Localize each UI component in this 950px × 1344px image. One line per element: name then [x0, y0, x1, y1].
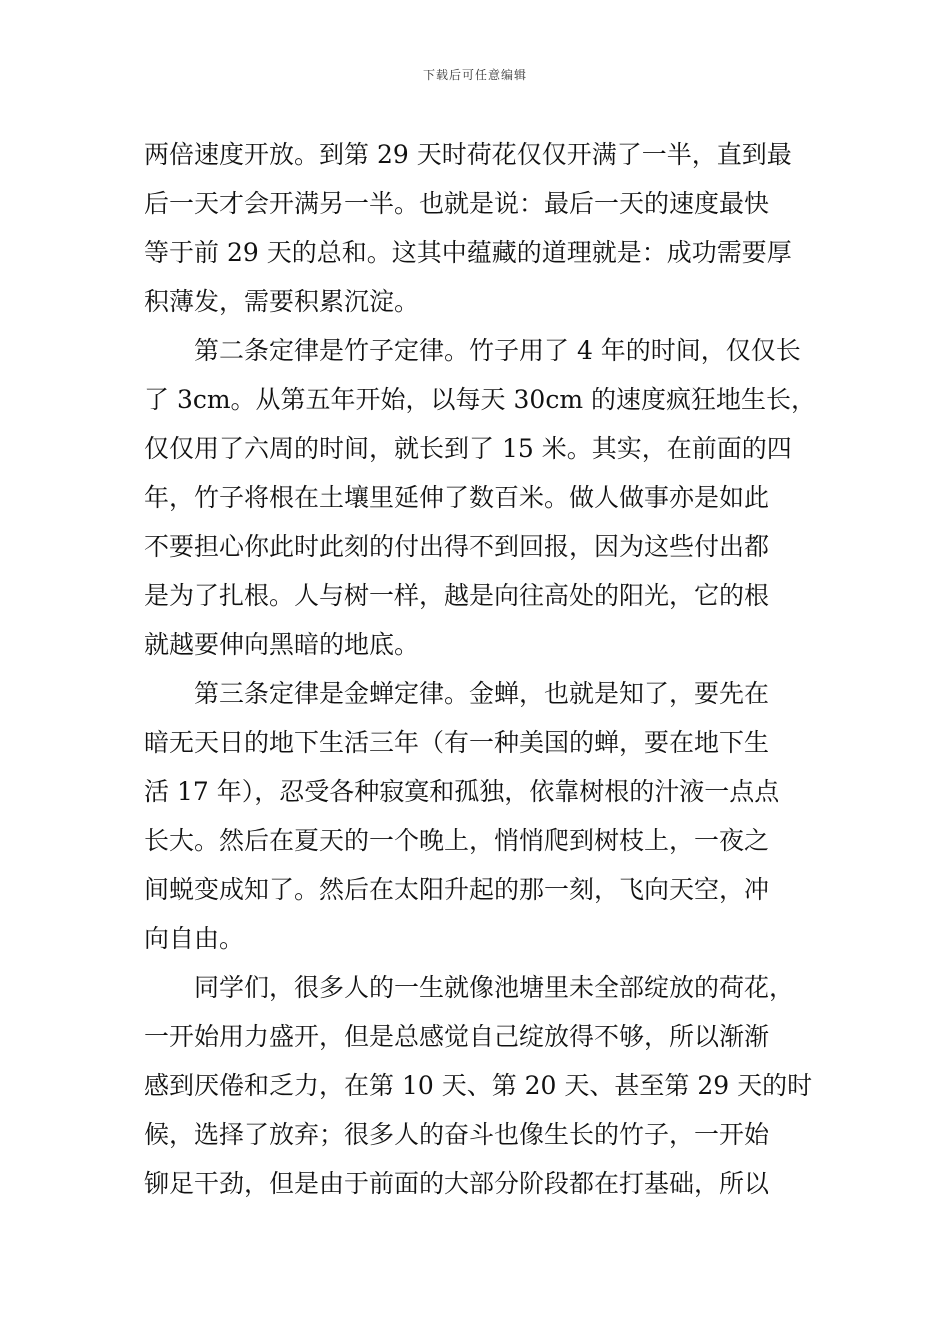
document-body [144, 130, 816, 1208]
text-line: 两倍速度开放。到第 29 天时荷花仅仅开满了一半，直到最 [144, 140, 792, 169]
text-line: 暗无天日的地下生活三年（有一种美国的蝉，要在地下生 [144, 728, 770, 757]
text-line: 后一天才会开满另一半。也就是说：最后一天的速度最快 [144, 189, 770, 218]
text-line: 一开始用力盛开，但是总感觉自己绽放得不够，所以渐渐 [144, 1022, 770, 1051]
page-header: 下载后可任意编辑 [422, 68, 527, 82]
text-line: 了 3cm。从第五年开始，以每天 30cm 的速度疯狂地生长， [144, 385, 816, 414]
text-line: 仅仅用了六周的时间，就长到了 15 米。其实，在前面的四 [144, 434, 792, 463]
text-line: 就越要伸向黑暗的地底。 [144, 630, 420, 659]
text-line: 积薄发，需要积累沉淀。 [144, 287, 420, 316]
text-line: 铆足干劲，但是由于前面的大部分阶段都在打基础，所以 [144, 1169, 770, 1198]
text-line: 间蜕变成知了。然后在太阳升起的那一刻，飞向天空，冲 [144, 875, 770, 904]
text-line: 向自由。 [144, 924, 245, 953]
text-line: 第二条定律是竹子定律。竹子用了 4 年的时间，仅仅长 [144, 336, 801, 365]
text-line: 候，选择了放弃；很多人的奋斗也像生长的竹子，一开始 [144, 1120, 770, 1149]
text-line: 年，竹子将根在土壤里延伸了数百米。做人做事亦是如此 [144, 483, 770, 512]
text-line: 长大。然后在夏天的一个晚上，悄悄爬到树枝上，一夜之 [144, 826, 770, 855]
text-line: 是为了扎根。人与树一样，越是向往高处的阳光，它的根 [144, 581, 770, 610]
text-line: 同学们，很多人的一生就像池塘里未全部绽放的荷花， [144, 973, 795, 1002]
text-line: 第三条定律是金蝉定律。金蝉，也就是知了，要先在 [144, 679, 770, 708]
text-line: 感到厌倦和乏力，在第 10 天、第 20 天、甚至第 29 天的时 [144, 1071, 813, 1100]
text-line: 活 17 年），忍受各种寂寞和孤独，依靠树根的汁液一点点 [144, 777, 780, 806]
text-line: 不要担心你此时此刻的付出得不到回报，因为这些付出都 [144, 532, 770, 561]
text-line: 等于前 29 天的总和。这其中蕴藏的道理就是：成功需要厚 [144, 238, 792, 267]
